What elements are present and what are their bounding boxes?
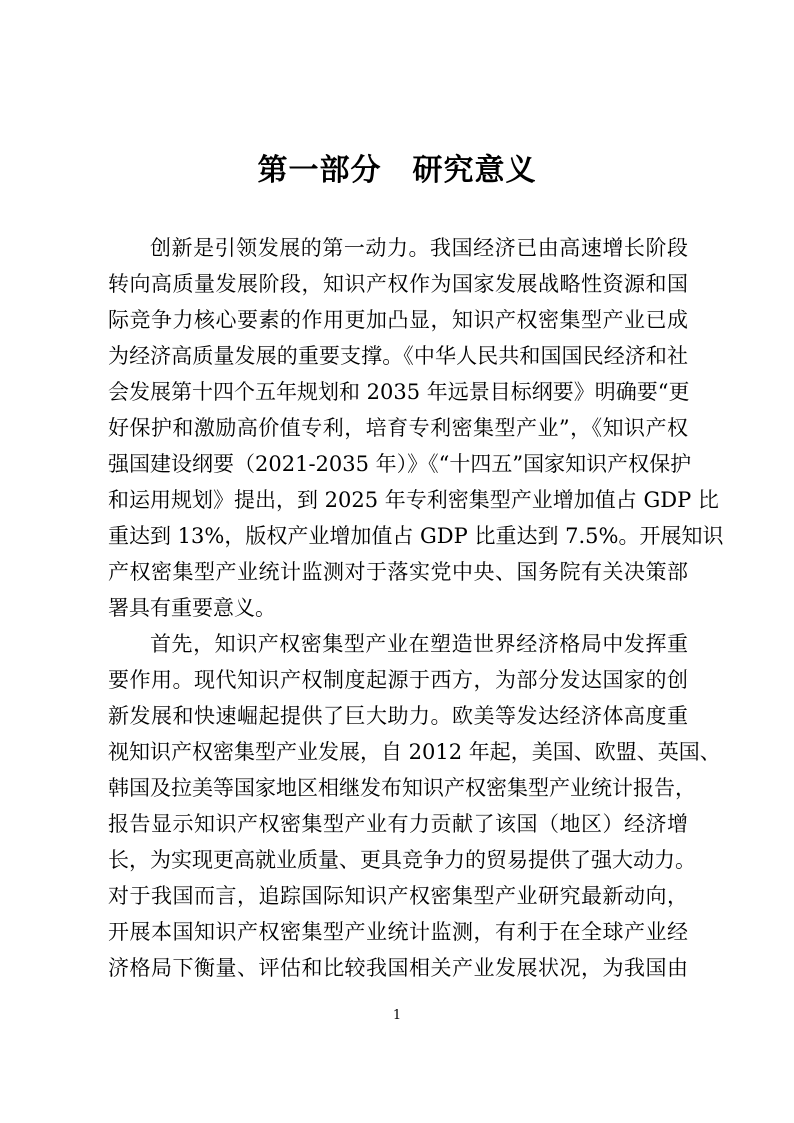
paragraph-1-line: 和运用规划》提出，到 2025 年专利密集型产业增加值占 GDP 比 [108,488,719,512]
paragraph-2-line: 韩国及拉美等国家地区相继发布知识产权密集型产业统计报告， [108,776,696,800]
paragraph-1-line: 际竞争力核心要素的作用更加凸显，知识产权密集型产业已成 [108,308,688,332]
paragraph-2-line: 要作用。现代知识产权制度起源于西方，为部分发达国家的创 [108,668,688,692]
paragraph-2-line: 视知识产权密集型产业发展，自 2012 年起，美国、欧盟、英国、 [108,740,721,764]
paragraph-2-line: 首先，知识产权密集型产业在塑造世界经济格局中发挥重 [150,632,688,656]
paragraph-2-line: 济格局下衡量、评估和比较我国相关产业发展状况，为我国由 [108,956,688,980]
paragraph-1-line: 产权密集型产业统计监测对于落实党中央、国务院有关决策部 [108,560,688,584]
page-title: 第一部分 研究意义 [257,153,537,188]
paragraph-1-line: 会发展第十四个五年规划和 2035 年远景目标纲要》明确要“更 [108,380,690,404]
paragraph-1-line: 为经济高质量发展的重要支撑。《中华人民共和国国民经济和社 [108,344,688,368]
paragraph-1-line: 强国建设纲要（2021-2035 年）》《“十四五”国家知识产权保护 [108,452,692,476]
paragraph-1-line: 署具有重要意义。 [108,596,276,620]
paragraph-2-line: 对于我国而言，追踪国际知识产权密集型产业研究最新动向， [108,884,688,908]
paragraph-2-line: 开展本国知识产权密集型产业统计监测，有利于在全球产业经 [108,920,688,944]
paragraph-1-line: 创新是引领发展的第一动力。我国经济已由高速增长阶段 [150,236,688,260]
paragraph-1-line: 转向高质量发展阶段，知识产权作为国家发展战略性资源和国 [108,272,688,296]
paragraph-2-line: 长，为实现更高就业质量、更具竞争力的贸易提供了强大动力。 [108,848,696,872]
paragraph-2-line: 新发展和快速崛起提供了巨大助力。欧美等发达经济体高度重 [108,704,688,728]
paragraph-1-line: 重达到 13%，版权产业增加值占 GDP 比重达到 7.5%。开展知识 [108,524,724,548]
paragraph-2-line: 报告显示知识产权密集型产业有力贡献了该国（地区）经济增 [108,812,688,836]
page-number: 1 [392,1008,402,1023]
paragraph-1-line: 好保护和激励高价值专利，培育专利密集型产业”，《知识产权 [108,416,688,440]
